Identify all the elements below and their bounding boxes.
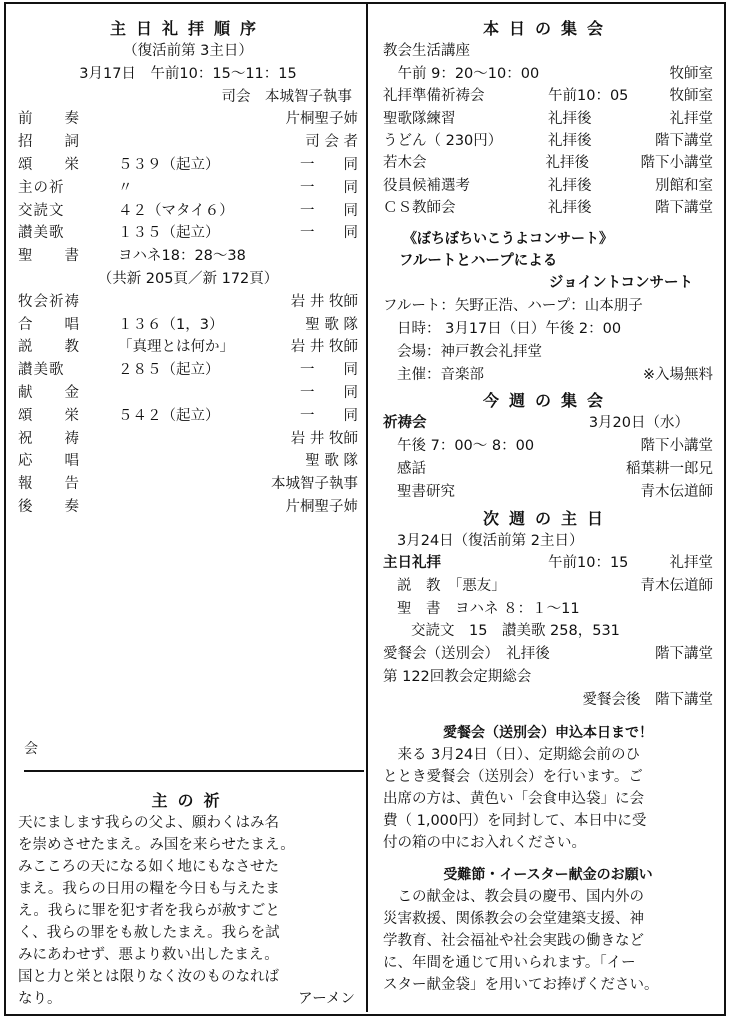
prayer-place: 階下小講堂: [640, 438, 713, 455]
order-row: [18, 314, 358, 337]
order-item-person: 岩 井 牧師: [290, 339, 358, 356]
worship-datetime: 3月17日 午前10：15〜11：15: [79, 65, 297, 82]
concert-free: ※入場無料: [642, 366, 713, 383]
assembly: 第 122回教会定期総会: [383, 669, 532, 685]
order-item-detail: ４２（マタイ６）: [118, 202, 234, 219]
concert-sub1: フルートとハープによる: [399, 252, 558, 269]
order-item-name: 応 唱: [18, 453, 80, 470]
order-row: [18, 428, 358, 451]
next-sermon-row: [383, 575, 713, 598]
order-item-name: 後 奏: [18, 498, 80, 515]
order-item-detail: ５４２（起立）: [118, 407, 220, 424]
notice2-line: 災害救援、関係教会の会堂建築支援、神: [383, 910, 644, 927]
order-item-person: 一 同: [300, 407, 358, 424]
meeting-place: 牧師室: [669, 88, 713, 105]
meeting-name: 役員候補選考: [383, 177, 470, 194]
meeting-name: うどん（ 230円）: [383, 133, 503, 150]
notice1-line: 付の箱の中にお入れください。: [383, 834, 586, 851]
next-worship-row: [383, 552, 713, 574]
meeting-name: 若木会: [383, 155, 427, 172]
order-item-name: 牧会祈祷: [18, 293, 80, 310]
order-row: [18, 245, 358, 268]
order-row: [18, 291, 358, 314]
prayer-line: く、我らの罪をも赦したまえ。我らを試: [18, 925, 280, 941]
farewell: 愛餐会（送別会） 礼拝後: [383, 646, 550, 663]
order-row: [18, 450, 358, 473]
order-item-name: 前 奏: [18, 111, 80, 128]
prayer-line: みこころの天になる如く地にもなさせた: [18, 859, 279, 875]
worship-presider: 司会 本城智子執事: [221, 88, 352, 105]
order-item-detail: 「真理とは何か」: [118, 339, 234, 356]
order-list: [18, 108, 358, 268]
farewell-row: [383, 643, 713, 666]
order-item-person: 岩 井 牧師: [290, 430, 358, 447]
prayer-line: 国と力と栄とは限りなく汝のものなれば: [18, 969, 279, 985]
meeting-time: 礼拝後: [548, 110, 592, 127]
notice2-line: この献金は、教会員の慶弔、国内外の: [383, 888, 644, 905]
order-row: [18, 200, 358, 223]
order-item-detail: [118, 108, 286, 131]
notice2-line: スター献金袋」を用いてお捧げください。: [383, 976, 659, 993]
meeting-name: 午前 9：20〜10：00: [383, 65, 540, 82]
order-item-person: 一 同: [300, 179, 358, 196]
meeting-place: 階下講堂: [655, 133, 713, 150]
order-item-name: 説 教: [18, 339, 80, 356]
order-row: [18, 473, 358, 496]
meeting-time: 午前10：05: [548, 88, 629, 105]
meeting-time: 礼拝後: [548, 200, 592, 217]
concert-venue: 会場：神戸教会礼拝堂: [397, 343, 542, 360]
order-item-name: 頌 栄: [18, 156, 80, 173]
order-item-detail: ５３９（起立）: [118, 156, 220, 173]
talk-person: 稲葉耕一郎兄: [626, 461, 713, 478]
meeting-row: [383, 175, 713, 197]
next-preacher: 青木伝道師: [640, 577, 713, 594]
section-divider: [24, 770, 364, 772]
notice2-body: [383, 886, 713, 996]
order-item-person: 司 会 者: [305, 134, 358, 151]
notice2-line: に、年間を通じて用いられます。「イー: [383, 954, 636, 971]
bible-study: 聖書研究: [397, 483, 455, 500]
announcements-section: [383, 18, 713, 996]
meeting-row: [383, 108, 713, 130]
meeting-time: 礼拝後: [548, 177, 592, 194]
concert-title: 《ぼちぼちいこうよコンサート》: [403, 230, 613, 247]
meeting-row: [383, 152, 713, 174]
meeting-row: [383, 130, 713, 152]
order-item-name: 讃美歌: [18, 362, 65, 379]
order-row: [18, 382, 358, 405]
prayer-title: 主の祈: [151, 791, 230, 810]
next-date: 3月24日（復活前第 2主日）: [397, 532, 584, 549]
bible-study-row: [383, 481, 713, 504]
order-row: [18, 177, 358, 200]
prayer-line: まえ。我らの日用の糧を今日も与えたま: [18, 881, 280, 897]
order-item-person: 片桐聖子姉: [285, 111, 358, 128]
stray-mark: 会: [24, 741, 38, 757]
order-list-2: [18, 291, 358, 519]
prayer-amen: アーメン: [298, 991, 355, 1007]
meeting-place: 礼拝堂: [669, 110, 713, 127]
prayer-time: 午後 7：00〜 8：00: [397, 438, 535, 455]
notice2-line: 学教育、社会福祉や社会実践の働きなど: [383, 932, 644, 949]
prayer-meeting: 祈祷会: [383, 415, 427, 432]
order-item-name: 交読文: [18, 202, 65, 219]
meeting-place: 別館和室: [655, 177, 713, 194]
meeting-time: 礼拝後: [548, 133, 592, 150]
order-row: [18, 154, 358, 177]
talk-label: 感話: [397, 461, 426, 478]
order-row: [18, 405, 358, 428]
order-item-detail: 〃: [118, 179, 133, 196]
concert-host-row: [383, 364, 713, 387]
order-item-name: 献 金: [18, 384, 80, 401]
meeting-place: 階下小講堂: [640, 155, 713, 172]
order-item-detail: [118, 382, 300, 405]
order-item-detail: １３６（1，3）: [118, 316, 224, 333]
concert-date: 日時： 3月17日（日）午後 2：00: [397, 321, 622, 338]
order-row: [18, 108, 358, 131]
order-item-person: 一 同: [300, 202, 358, 219]
week-title: 今週の集会: [482, 391, 613, 411]
next-sermon: 説 教 「悪友」: [397, 577, 506, 594]
notice1-body: [383, 744, 713, 854]
prayer-meeting-date: 3月20日（水）: [588, 415, 689, 432]
order-item-detail: [118, 291, 291, 314]
farewell-place: 階下講堂: [655, 646, 713, 663]
assembly-time: 愛餐会後 階下講堂: [582, 691, 713, 708]
order-item-name: 祝 祷: [18, 430, 80, 447]
meeting-name: ＣＳ教師会: [383, 200, 456, 217]
prayer-line: え。我らに罪を犯す者を我らが赦すごと: [18, 903, 280, 919]
order-item-person: 一 同: [300, 362, 358, 379]
column-divider: [366, 4, 368, 1012]
next-bible: 聖 書 ヨハネ ８：１〜11: [397, 600, 580, 617]
order-item-detail: [118, 496, 286, 519]
meeting-time: [548, 63, 643, 85]
order-item-detail: １３５（起立）: [118, 225, 220, 242]
order-item-detail: ヨハネ18：28〜38: [118, 248, 246, 265]
today-list: [383, 63, 713, 220]
prayer-line: 天にまします我らの父よ、願わくはみ名: [18, 815, 279, 831]
concert-host: 主催：音楽部: [397, 366, 484, 383]
prayer-line: を崇めさせたまえ。み国を来らせたまえ。: [18, 837, 295, 853]
meeting-place: 牧師室: [669, 65, 713, 82]
meeting-row: [383, 85, 713, 107]
order-item-name: 報 告: [18, 476, 80, 493]
prayer-last-line: なり。: [18, 991, 62, 1007]
order-row: [18, 222, 358, 245]
notice1-line: 出席の方は、黄色い「会食申込袋」に会: [383, 790, 644, 807]
lords-prayer-section: [18, 790, 363, 1011]
notice1-title: 愛餐会（送別会）申込本日まで！: [443, 724, 653, 741]
order-item-person: 岩 井 牧師: [290, 293, 358, 310]
meeting-name: 礼拝準備祈祷会: [383, 88, 485, 105]
worship-subtitle: （復活前第 3主日）: [123, 43, 253, 59]
order-row: [18, 336, 358, 359]
talk-row: [383, 458, 713, 481]
prayer-meeting-row: [383, 412, 713, 435]
order-item-name: 聖 書: [18, 248, 80, 265]
next-place: 礼拝堂: [669, 555, 713, 572]
bible-person: 青木伝道師: [640, 483, 713, 500]
next-reading: 交読文 15 讃美歌 258，531: [411, 623, 620, 640]
order-item-person: 一 同: [300, 156, 358, 173]
meeting-time: 礼拝後: [545, 155, 589, 172]
bible-pages: （共新 205頁／新 172頁）: [97, 270, 279, 287]
order-item-name: 合 唱: [18, 316, 80, 333]
next-title: 次週の主日: [482, 508, 613, 528]
order-item-detail: [118, 450, 305, 473]
order-item-name: 招 詞: [18, 134, 80, 151]
order-item-detail: ２８５（起立）: [118, 362, 220, 379]
order-item-detail: [118, 131, 305, 154]
order-item-name: 頌 栄: [18, 407, 80, 424]
today-title: 本日の集会: [482, 19, 613, 38]
order-item-person: 一 同: [300, 225, 358, 242]
order-row: [18, 359, 358, 382]
worship-order-section: [18, 18, 358, 519]
prayer-time-row: [383, 435, 713, 458]
life-class: 教会生活講座: [383, 43, 470, 59]
prayer-line: みにあわせず、悪より救い出したまえ。: [18, 947, 279, 963]
order-item-name: 讃美歌: [18, 225, 65, 242]
order-item-person: 片桐聖子姉: [285, 498, 358, 515]
notice1-line: 来る 3月24日（日）、定期総会前のひ: [383, 746, 641, 763]
meeting-name: 聖歌隊練習: [383, 110, 456, 127]
order-row: [18, 496, 358, 519]
prayer-text: [18, 812, 363, 988]
order-item-detail: [118, 473, 271, 496]
order-item-person: 聖 歌 隊: [305, 316, 358, 333]
order-item-name: 主の祈: [18, 179, 65, 196]
concert-performers: フルート：矢野正浩、ハープ：山本朋子: [383, 298, 643, 315]
order-item-person: 本城智子執事: [271, 476, 358, 493]
concert-sub2: ジョイントコンサート: [548, 275, 693, 292]
meeting-row: [383, 63, 713, 85]
order-row: [18, 131, 358, 154]
meeting-place: 階下講堂: [655, 200, 713, 217]
notice1-line: 費（ 1,000円）を同封して、本日中に受: [383, 812, 647, 829]
prayer-last-row: [18, 988, 363, 1011]
order-item-person: 一 同: [300, 384, 358, 401]
notice1-line: ととき愛餐会（送別会）を行います。ご: [383, 768, 643, 785]
meeting-row: [383, 197, 713, 219]
notice2-title: 受難節・イースター献金のお願い: [443, 866, 653, 883]
next-time: 午前10：15: [548, 555, 629, 572]
next-worship: 主日礼拝: [383, 555, 441, 572]
worship-order-title: 主日礼拝順序: [109, 19, 266, 38]
order-item-person: 聖 歌 隊: [305, 453, 358, 470]
order-item-detail: [118, 428, 291, 451]
